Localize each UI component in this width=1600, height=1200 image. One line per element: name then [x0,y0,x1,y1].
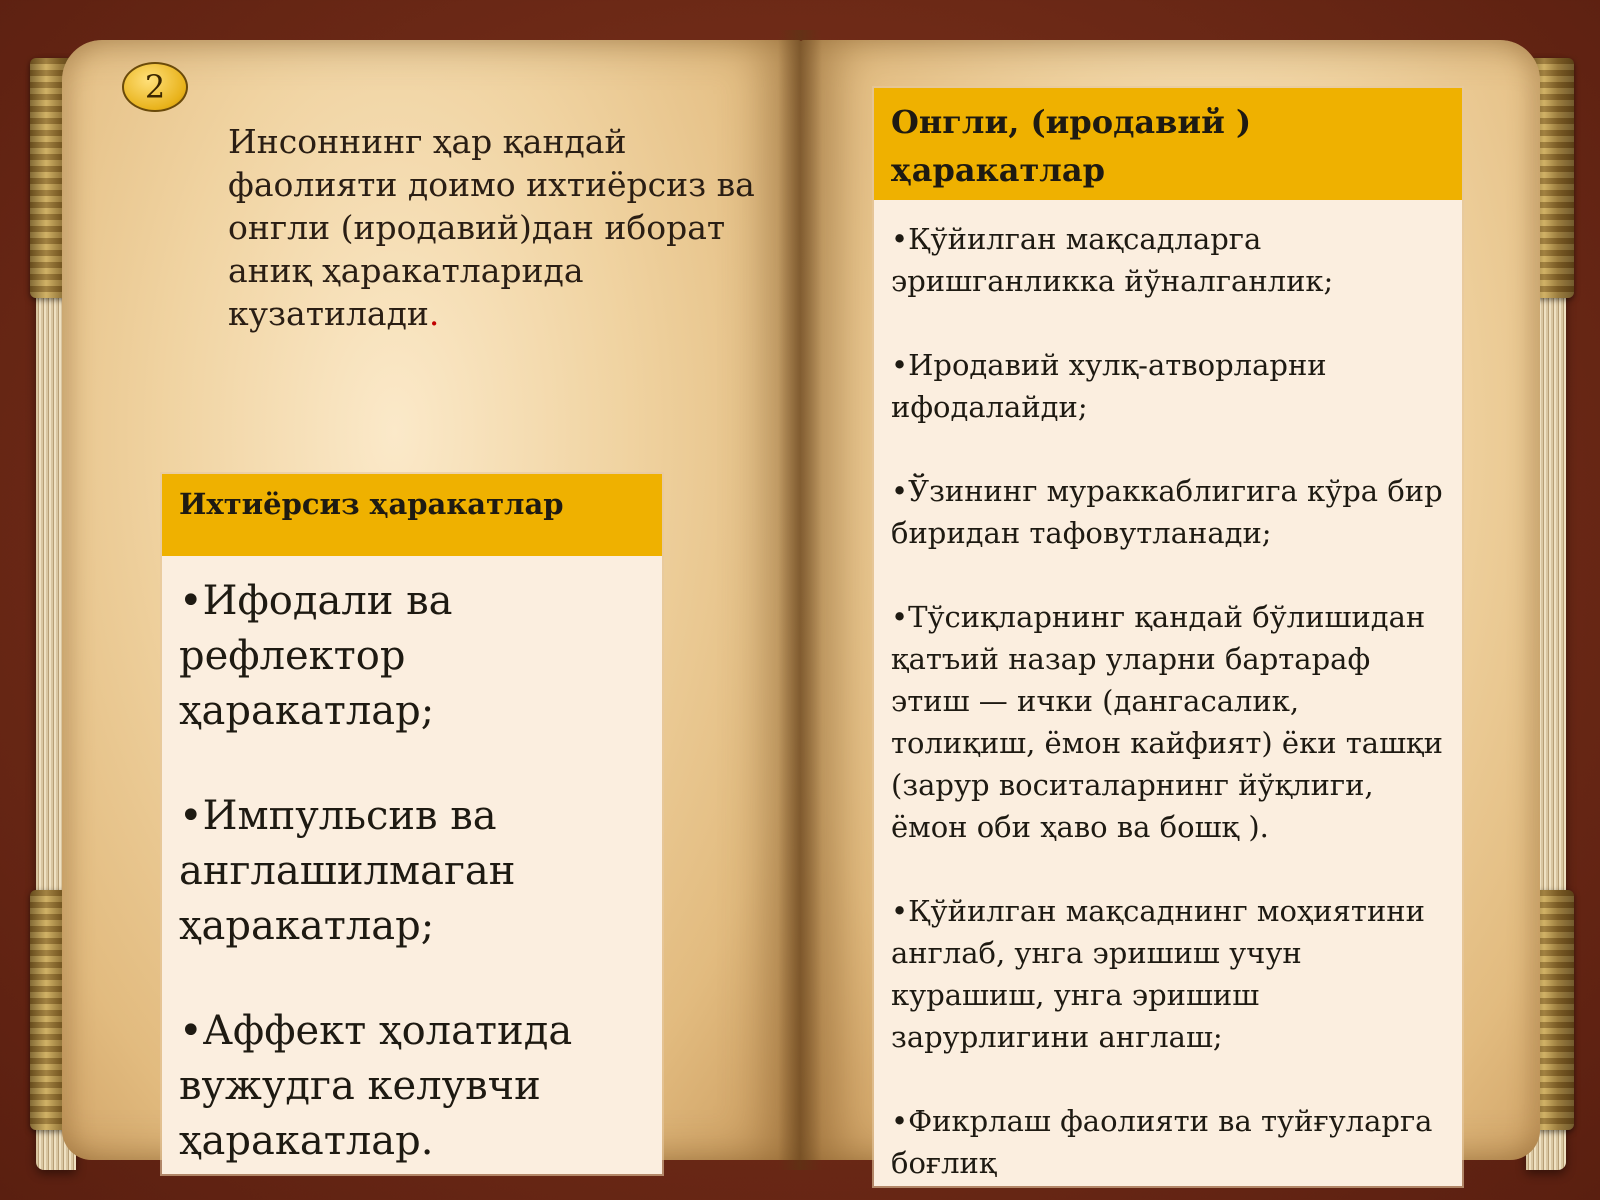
list-item: •Тўсиқларнинг қандай бўлишидан қатъий назар уларни бартараф этиш — ички (дангасалик, толиқиш, ёмон кайфият) ёки ташқи (зарур воситаларнинг йўқлиги, ёмон оби ҳаво ва бошқ ). [891,600,1443,844]
list-item: •Ифодали ва рефлектор ҳаракатлар; [179,578,453,734]
voluntary-actions-list [874,200,1462,1200]
involuntary-actions-box [162,474,662,1174]
list-item: •Иродавий хулқ-атворларни ифодалайди; [891,348,1327,424]
list-item: •Импульсив ва англашилмаган ҳаракатлар; [179,793,516,949]
list-item: •Қўйилган мақсаднинг моҳиятини англаб, унга эришиш учун курашиш, унга эришиш зарурлигини англаш; [891,894,1425,1054]
intro-text: Инсоннинг ҳар қандай фаолияти доимо ихтиёрсиз ва онгли (иродавий)дан иборат аниқ ҳаракатларида кузатилади [228,122,755,333]
list-item: •Аффект ҳолатида вужудга келувчи ҳаракатлар. [179,1008,573,1164]
involuntary-actions-heading: Ихтиёрсиз ҳаракатлар [162,474,662,556]
list-item: •Қўйилган мақсадларга эришганликка йўналганлик; [891,222,1334,298]
voluntary-actions-box [874,88,1462,1186]
book-spine [778,30,822,1170]
list-item: •Ўзининг мураккаблигига кўра бир биридан тафовутланади; [891,474,1443,550]
intro-end-mark: . [428,294,440,333]
slide-number-badge: 2 [122,62,188,112]
intro-paragraph [228,120,758,335]
involuntary-actions-list [162,556,662,1200]
list-item: •Фикрлаш фаолияти ва туйғуларга боғлиқ [891,1104,1433,1180]
voluntary-actions-heading: Онгли, (иродавий ) ҳаракатлар [874,88,1462,200]
